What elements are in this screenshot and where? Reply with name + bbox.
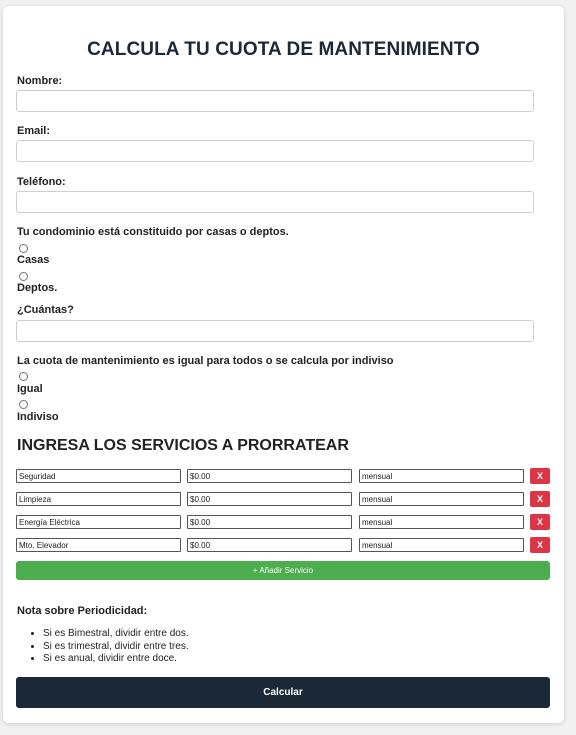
nombre-label: Nombre: [17,75,63,87]
email-input[interactable] [16,140,534,162]
delete-service-button[interactable]: X [530,468,550,484]
igual-radio[interactable] [19,372,28,381]
casas-label: Casas [17,254,50,266]
service-period-input[interactable] [359,469,524,483]
cuantas-label: ¿Cuántas? [17,304,74,316]
nombre-input[interactable] [16,90,534,112]
note-item: • Si es trimestral, dividir entre tres. [43,641,189,654]
delete-service-button[interactable]: X [530,491,550,507]
note-list [17,628,189,666]
delete-service-button[interactable]: X [530,514,550,530]
casas-radio[interactable] [19,244,28,253]
calculate-button[interactable]: Calcular [16,677,550,708]
telefono-input[interactable] [16,191,534,213]
service-name-input[interactable] [16,538,181,552]
tipo-question: Tu condominio está constituido por casas o deptos. [17,226,289,238]
service-period-input[interactable] [359,538,524,552]
igual-label: Igual [17,383,43,395]
cuantas-input[interactable] [16,320,534,342]
service-cost-input[interactable] [187,538,352,552]
delete-service-button[interactable]: X [530,537,550,553]
deptos-label: Deptos. [17,282,58,294]
calculator-card [3,6,564,723]
telefono-label: Teléfono: [17,176,66,188]
service-name-input[interactable] [16,515,181,529]
service-row [16,537,550,553]
page-title: CALCULA TU CUOTA DE MANTENIMIENTO [87,39,480,60]
service-cost-input[interactable] [187,492,352,506]
service-name-input[interactable] [16,492,181,506]
cuota-question: La cuota de mantenimiento es igual para todos o se calcula por indiviso [17,355,394,367]
service-row [16,468,550,484]
deptos-radio[interactable] [19,272,28,281]
service-cost-input[interactable] [187,515,352,529]
service-name-input[interactable] [16,469,181,483]
add-service-button[interactable]: + Añadir Servicio [16,561,550,580]
service-period-input[interactable] [359,492,524,506]
note-item: • Si es Bimestral, dividir entre dos. [43,628,189,641]
services-title: INGRESA LOS SERVICIOS A PRORRATEAR [17,437,349,454]
service-row [16,491,550,507]
service-cost-input[interactable] [187,469,352,483]
indiviso-radio[interactable] [19,400,28,409]
note-item: • Si es anual, dividir entre doce. [43,653,189,666]
service-period-input[interactable] [359,515,524,529]
service-row [16,514,550,530]
note-title: Nota sobre Periodicidad: [17,605,148,617]
email-label: Email: [17,125,51,137]
indiviso-label: Indiviso [17,411,59,423]
